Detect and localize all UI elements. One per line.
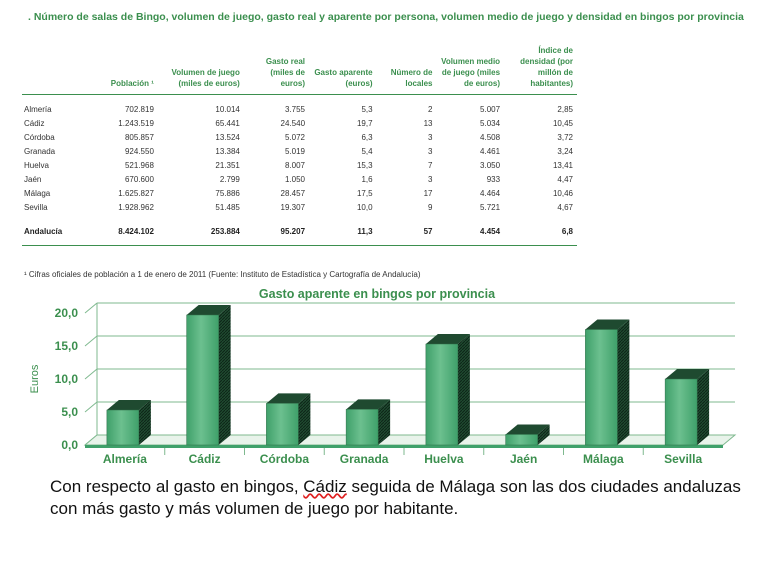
- value-cell: 21.351: [215, 161, 240, 170]
- bar: [107, 410, 139, 445]
- x-tick-label: Málaga: [583, 452, 624, 466]
- value-cell: 8.007: [284, 161, 306, 170]
- caption-before: Con respecto al gasto en bingos,: [50, 477, 304, 496]
- table-row: [22, 173, 577, 187]
- province-cell: Cádiz: [24, 119, 45, 128]
- caption-highlight: Cádiz: [303, 477, 347, 496]
- value-cell: 670.600: [124, 175, 154, 184]
- province-cell: Huelva: [24, 161, 49, 170]
- gridline-depth: [85, 303, 97, 313]
- y-tick-label: 0,0: [61, 438, 78, 452]
- province-cell: Granada: [24, 147, 56, 156]
- value-cell: 3,72: [557, 133, 573, 142]
- bar-chart: [0, 284, 768, 470]
- value-cell: 10,0: [356, 203, 373, 212]
- column-header: Número de locales: [390, 68, 433, 88]
- y-tick-label: 15,0: [54, 339, 78, 353]
- value-cell: 3: [428, 175, 433, 184]
- value-cell: 1.625.827: [118, 189, 154, 198]
- y-tick-label: 20,0: [54, 306, 78, 320]
- value-cell: 3: [428, 133, 433, 142]
- value-cell: 65.441: [215, 119, 240, 128]
- value-cell: 1.928.962: [118, 203, 154, 212]
- value-cell: 3.050: [480, 161, 501, 170]
- value-cell: 3,24: [557, 147, 573, 156]
- value-cell: 4.508: [480, 133, 501, 142]
- x-tick-label: Cádiz: [188, 452, 221, 466]
- value-cell: 2.799: [219, 175, 240, 184]
- value-cell: 9: [428, 203, 433, 212]
- value-cell: 13.384: [215, 147, 240, 156]
- x-tick-label: Sevilla: [664, 452, 703, 466]
- value-cell: 1.243.519: [118, 119, 154, 128]
- chart-floor: [85, 435, 735, 445]
- value-cell: 3.755: [284, 105, 306, 114]
- value-cell: 4,67: [557, 203, 573, 212]
- value-cell: 28.457: [280, 189, 306, 198]
- column-header: [22, 45, 84, 95]
- bar: [266, 403, 298, 445]
- x-tick-label: Huelva: [424, 452, 464, 466]
- table-row: [22, 159, 577, 173]
- gridline-depth: [85, 402, 97, 412]
- value-cell: 10.014: [215, 105, 240, 114]
- province-cell: Málaga: [24, 189, 51, 198]
- value-cell: 933: [486, 175, 501, 184]
- value-cell: 253.884: [210, 227, 240, 236]
- caption-after: seguida de Málaga son las dos ciudades andaluzas con más gasto y más volumen de juego por habitante.: [50, 477, 741, 518]
- province-cell: Córdoba: [24, 133, 55, 142]
- province-cell: Jaén: [24, 175, 42, 184]
- value-cell: 13: [423, 119, 433, 128]
- y-tick-label: 10,0: [54, 372, 78, 386]
- bar-side: [617, 320, 629, 446]
- value-cell: 19,7: [356, 119, 373, 128]
- bar: [426, 344, 458, 445]
- value-cell: 521.968: [124, 161, 154, 170]
- value-cell: 2: [428, 105, 433, 114]
- value-cell: 7: [428, 161, 433, 170]
- column-header: Volumen de juego (miles de euros): [171, 68, 240, 88]
- value-cell: 10,46: [552, 189, 573, 198]
- value-cell: 8.424.102: [118, 227, 154, 236]
- column-header: Índice de densidad (por millón de habitantes): [520, 46, 573, 88]
- bar: [585, 330, 617, 446]
- x-tick-label: Granada: [339, 452, 389, 466]
- table-row: [22, 187, 577, 201]
- value-cell: 4.464: [480, 189, 501, 198]
- value-cell: 5.072: [284, 133, 306, 142]
- value-cell: 5.019: [284, 147, 306, 156]
- value-cell: 95.207: [280, 227, 306, 236]
- chart-title: Gasto aparente en bingos por provincia: [258, 287, 496, 301]
- value-cell: 15,3: [356, 161, 373, 170]
- footnote: ¹ Cifras oficiales de población a 1 de enero de 2011 (Fuente: Instituto de Estadística y Cartografía de Andalucía): [24, 270, 421, 279]
- value-cell: 1.050: [284, 175, 306, 184]
- floor-edge: [85, 445, 723, 448]
- value-cell: 5.721: [480, 203, 501, 212]
- value-cell: 2,85: [557, 105, 573, 114]
- table-row: [22, 117, 577, 131]
- value-cell: 5,4: [361, 147, 373, 156]
- y-axis-label: Euros: [29, 364, 41, 394]
- y-tick-label: 5,0: [61, 405, 78, 419]
- gridline-depth: [85, 369, 97, 379]
- bar-side: [697, 369, 709, 445]
- value-cell: 75.886: [215, 189, 240, 198]
- value-cell: 4,47: [557, 175, 573, 184]
- value-cell: 13.524: [215, 133, 240, 142]
- bar: [506, 434, 538, 445]
- table-title: . Número de salas de Bingo, volumen de juego, gasto real y aparente por persona, volumen medio de juego y densidad en bingos por provincia: [28, 11, 744, 23]
- value-cell: 19.307: [280, 203, 306, 212]
- table-row: [22, 145, 577, 159]
- table-row: [22, 201, 577, 215]
- value-cell: 11,3: [357, 227, 373, 236]
- x-tick-label: Jaén: [509, 452, 538, 466]
- table-row: [22, 131, 577, 145]
- bar: [665, 379, 697, 445]
- bar-side: [458, 334, 470, 445]
- value-cell: 17,5: [356, 189, 373, 198]
- value-cell: 24.540: [280, 119, 306, 128]
- province-cell: Andalucía: [24, 227, 63, 236]
- value-cell: 5.034: [480, 119, 501, 128]
- bar: [346, 409, 378, 445]
- column-header: Gasto real (miles de euros): [265, 57, 306, 88]
- value-cell: 10,45: [552, 119, 573, 128]
- value-cell: 702.819: [124, 105, 154, 114]
- value-cell: 6,8: [561, 227, 573, 236]
- value-cell: 924.550: [124, 147, 154, 156]
- x-tick-label: Almería: [102, 452, 147, 466]
- value-cell: 13,41: [552, 161, 573, 170]
- value-cell: 51.485: [215, 203, 240, 212]
- column-header: Gasto aparente (euros): [314, 68, 373, 88]
- value-cell: 5.007: [480, 105, 501, 114]
- x-tick-label: Córdoba: [259, 452, 310, 466]
- value-cell: 57: [423, 227, 433, 236]
- total-row: [22, 215, 577, 246]
- value-cell: 6,3: [361, 133, 373, 142]
- table-row: [22, 95, 577, 118]
- province-cell: Almería: [24, 105, 52, 114]
- value-cell: 17: [423, 189, 433, 198]
- value-cell: 3: [428, 147, 433, 156]
- province-cell: Sevilla: [24, 203, 48, 212]
- bingo-stats-table: [22, 45, 577, 246]
- value-cell: 4.454: [480, 227, 501, 236]
- gridline-depth: [85, 336, 97, 346]
- column-header: Volumen medio de juego (miles de euros): [441, 57, 501, 88]
- value-cell: 4.461: [480, 147, 501, 156]
- value-cell: 1,6: [361, 175, 373, 184]
- bar-side: [219, 305, 231, 445]
- value-cell: 5,3: [361, 105, 373, 114]
- table-header-row: [22, 45, 577, 95]
- value-cell: 805.857: [124, 133, 154, 142]
- caption-text: [50, 476, 750, 520]
- column-header: Población ¹: [110, 79, 154, 88]
- bar: [187, 315, 219, 445]
